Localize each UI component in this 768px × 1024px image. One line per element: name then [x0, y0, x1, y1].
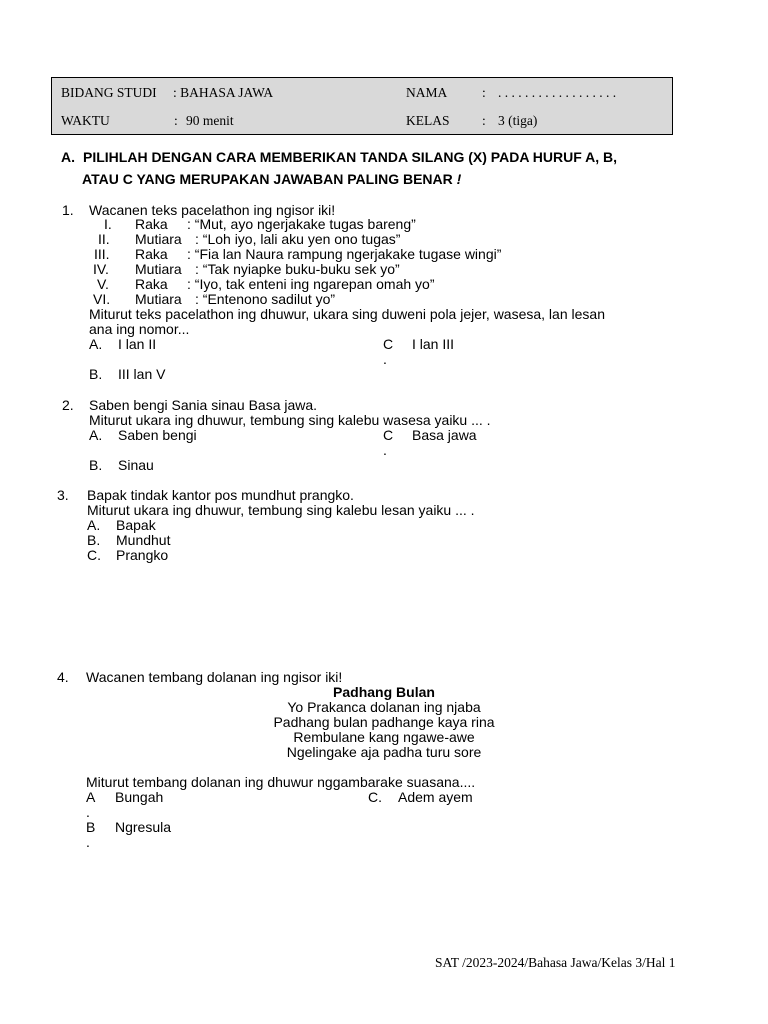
- q1-dialog-text: : “Mut, ayo ngerjakake tugas bareng”: [187, 216, 416, 232]
- q1-question-line2: ana ing nomor...: [89, 321, 190, 337]
- q3-line1: Bapak tindak kantor pos mundhut prangko.: [87, 487, 354, 503]
- q4-question: Miturut tembang dolanan ing dhuwur nggambarake suasana....: [86, 774, 476, 790]
- q2-option-c-letter[interactable]: C: [383, 427, 394, 443]
- song-title: Padhang Bulan: [333, 684, 435, 700]
- q3-option-a-letter[interactable]: A.: [87, 517, 101, 533]
- q1-dialog-speaker: Mutiara: [135, 291, 182, 307]
- exam-header-box: [51, 77, 673, 135]
- q4-option-c-letter[interactable]: C.: [368, 789, 382, 805]
- q1-dialog-num: II.: [98, 231, 110, 247]
- q1-dialog-speaker: Raka: [135, 276, 168, 292]
- q1-question-line1: Miturut teks pacelathon ing dhuwur, ukara sing duweni pola jejer, wasesa, lan lesan: [89, 306, 605, 322]
- q3-option-c-letter[interactable]: C.: [87, 547, 101, 563]
- q4-option-a-text[interactable]: Bungah: [115, 789, 164, 805]
- q1-dialog-text: : “Entenono sadilut yo”: [195, 291, 336, 307]
- q2-option-a-text[interactable]: Saben bengi: [118, 427, 197, 443]
- q1-dialog-speaker: Mutiara: [135, 231, 182, 247]
- subject-value: : BAHASA JAWA: [173, 85, 274, 100]
- time-label: WAKTU: [61, 113, 110, 128]
- song-line: Ngelingake aja padha turu sore: [286, 744, 482, 760]
- q1-intro: Wacanen teks pacelathon ing ngisor iki!: [89, 202, 336, 218]
- section-instruction-line1: PILIHLAH DENGAN CARA MEMBERIKAN TANDA SILANG (X) PADA HURUF A, B,: [83, 149, 618, 165]
- time-colon: :: [174, 113, 178, 128]
- q1-dialog-num: I.: [104, 216, 112, 232]
- stray-dot: .: [383, 351, 387, 367]
- q3-option-b-letter[interactable]: B.: [87, 532, 101, 548]
- q4-option-c-text[interactable]: Adem ayem: [398, 789, 473, 805]
- song-line: Rembulane kang ngawe-awe: [293, 729, 475, 745]
- class-label: KELAS: [406, 113, 450, 128]
- q4-option-b-letter[interactable]: B: [86, 819, 96, 835]
- q1-option-c-text[interactable]: I lan III: [412, 336, 455, 352]
- subject-label: BIDANG STUDI: [61, 85, 157, 100]
- song-line: Padhang bulan padhange kaya rina: [273, 714, 495, 730]
- q3-number: 3.: [57, 487, 69, 503]
- q1-number: 1.: [62, 202, 74, 218]
- q1-dialog-num: III.: [94, 246, 110, 262]
- stray-dot: .: [86, 804, 90, 820]
- q3-option-c-text[interactable]: Prangko: [116, 547, 169, 563]
- q1-option-c-letter[interactable]: C: [383, 336, 394, 352]
- q1-dialog-text: : “Fia lan Naura rampung ngerjakake tugase wingi”: [187, 246, 502, 262]
- q1-option-b-letter[interactable]: B.: [89, 366, 103, 382]
- class-value: 3 (tiga): [498, 113, 538, 128]
- q1-dialog-text: : “Tak nyiapke buku-buku sek yo”: [195, 261, 400, 277]
- q2-option-b-letter[interactable]: B.: [89, 457, 103, 473]
- q3-option-a-text[interactable]: Bapak: [116, 517, 156, 533]
- q4-intro: Wacanen tembang dolanan ing ngisor iki!: [86, 669, 343, 685]
- q1-dialog-num: VI.: [93, 291, 111, 307]
- q2-line2: Miturut ukara ing dhuwur, tembung sing kalebu wasesa yaiku ... .: [89, 412, 491, 428]
- song-line: Yo Prakanca dolanan ing njaba: [287, 699, 481, 715]
- stray-dot: .: [383, 442, 387, 458]
- q1-dialog-speaker: Raka: [135, 216, 168, 232]
- section-instruction-line2: ATAU C YANG MERUPAKAN JAWABAN PALING BENAR !: [82, 171, 462, 187]
- q1-dialog-speaker: Mutiara: [135, 261, 182, 277]
- q1-dialog-num: IV.: [93, 261, 109, 277]
- q1-option-a-letter[interactable]: A.: [89, 336, 103, 352]
- page-footer: SAT /2023-2024/Bahasa Jawa/Kelas 3/Hal 1: [435, 955, 676, 970]
- q3-line2: Miturut ukara ing dhuwur, tembung sing kalebu lesan yaiku ... .: [87, 502, 475, 518]
- q2-option-a-letter[interactable]: A.: [89, 427, 103, 443]
- q1-dialog-text: : “Loh iyo, lali aku yen ono tugas”: [195, 231, 401, 247]
- q3-option-b-text[interactable]: Mundhut: [116, 532, 171, 548]
- q2-option-b-text[interactable]: Sinau: [118, 457, 154, 473]
- name-blank: . . . . . . . . . . . . . . . . . .: [498, 85, 617, 100]
- q1-option-b-text[interactable]: III lan V: [118, 366, 166, 382]
- q4-option-a-letter[interactable]: A: [86, 789, 96, 805]
- q1-dialog-text: : “Iyo, tak enteni ing ngarepan omah yo”: [187, 276, 435, 292]
- q2-line1: Saben bengi Sania sinau Basa jawa.: [89, 397, 318, 413]
- section-letter: A.: [61, 149, 75, 165]
- stray-dot: .: [86, 834, 90, 850]
- class-colon: :: [482, 113, 486, 128]
- q4-number: 4.: [57, 669, 69, 685]
- q4-option-b-text[interactable]: Ngresula: [115, 819, 172, 835]
- q1-option-a-text[interactable]: I lan II: [118, 336, 157, 352]
- name-colon: :: [482, 85, 486, 100]
- q1-dialog-speaker: Raka: [135, 246, 168, 262]
- name-label: NAMA: [406, 85, 448, 100]
- time-value: 90 menit: [186, 113, 234, 128]
- q1-dialog-num: V.: [97, 276, 109, 292]
- q2-option-c-text[interactable]: Basa jawa: [412, 427, 477, 443]
- q2-number: 2.: [62, 397, 74, 413]
